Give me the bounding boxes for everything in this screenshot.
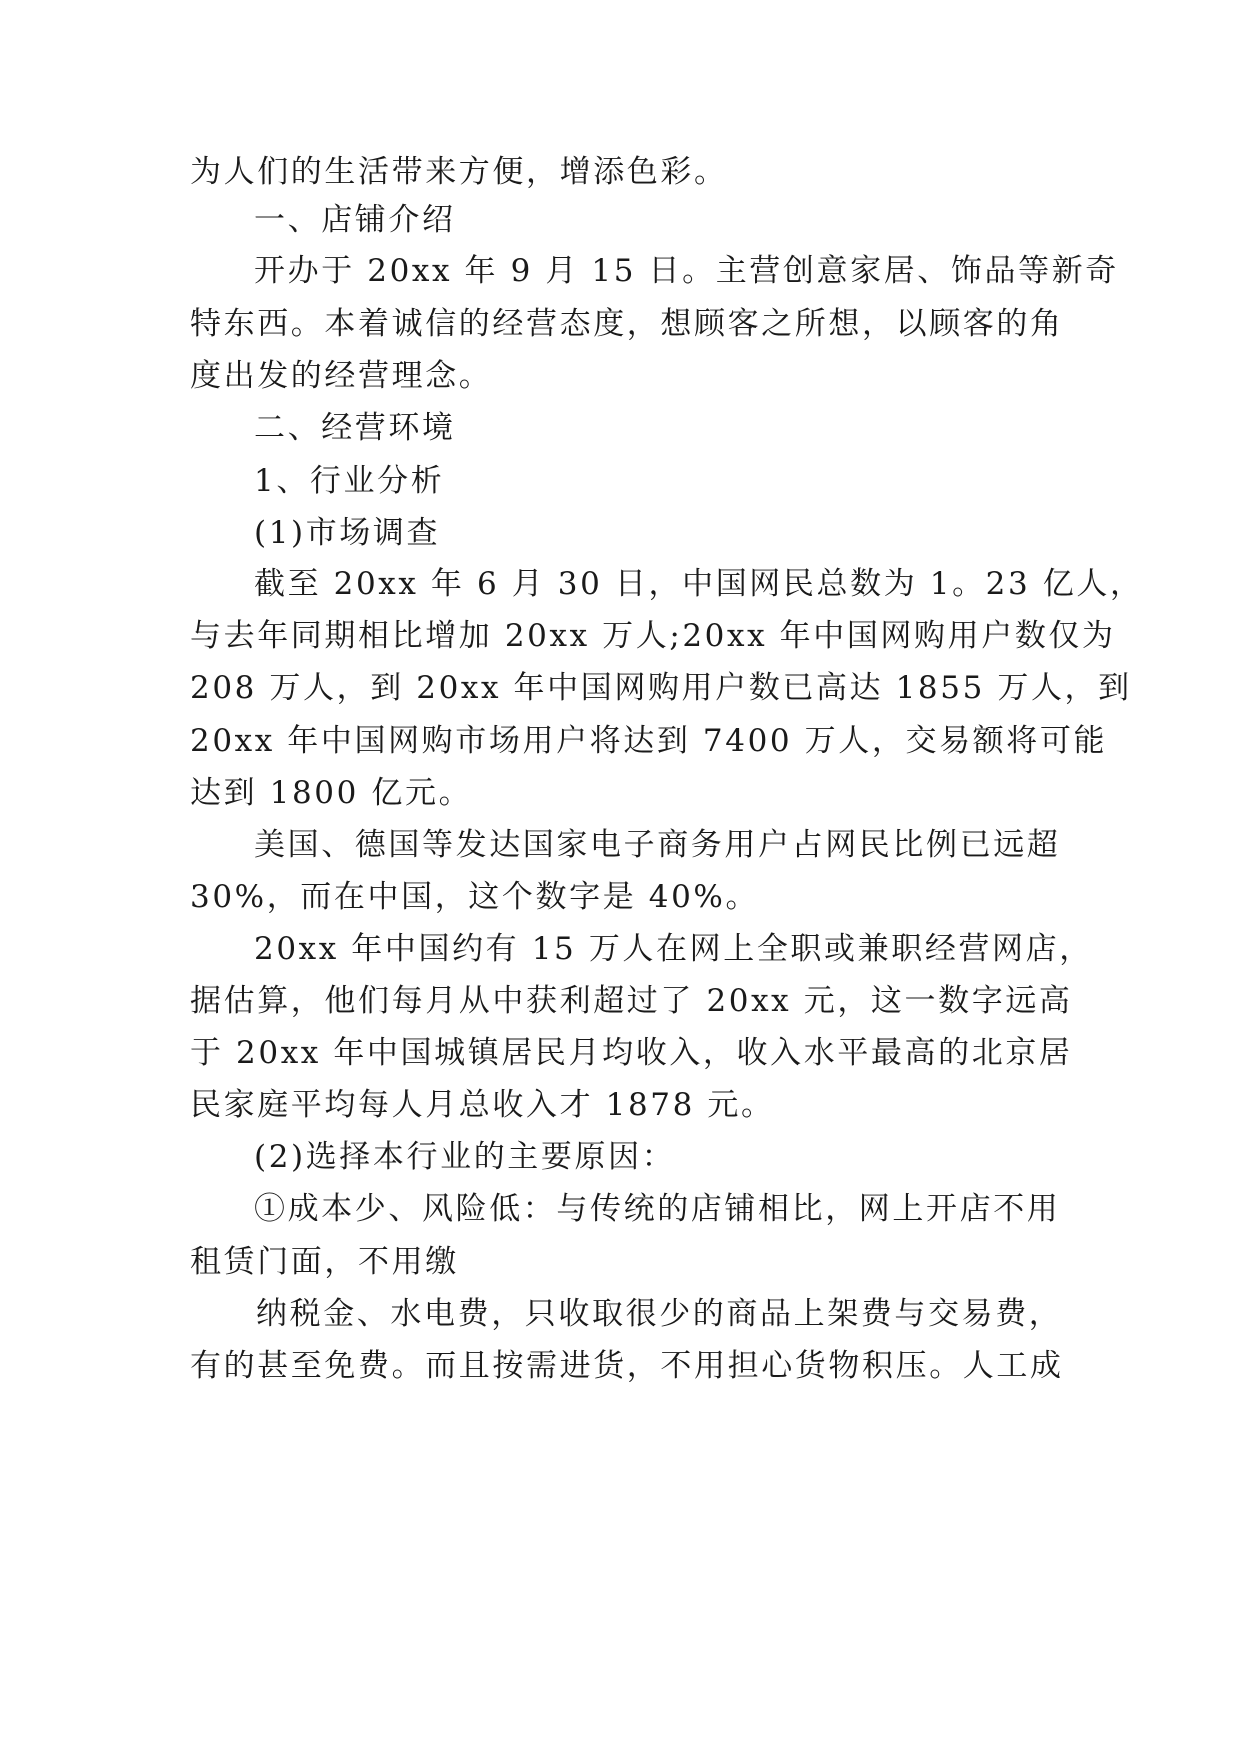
text-line: 租赁门面，不用缴 [190,1244,459,1280]
text-line: 纳税金、水电费，只收取很少的商品上架费与交易费， [256,1296,1063,1332]
text-line: 30%，而在中国，这个数字是 40%。 [190,879,760,915]
section-heading: 二、经营环境 [254,410,456,446]
text-line: 开办于 20xx 年 9 月 15 日。主营创意家居、饰品等新奇 [254,253,1119,289]
text-line: 截至 20xx 年 6 月 30 日，中国网民总数为 1。23 亿人， [254,566,1144,602]
text-line: 208 万人，到 20xx 年中国网购用户数已高达 1855 万人，到 [190,670,1132,706]
text-line: 据估算，他们每月从中获利超过了 20xx 元，这一数字远高 [190,983,1073,1019]
text-line: 民家庭平均每人月总收入才 1878 元。 [190,1087,775,1123]
text-line: 有的甚至免费。而且按需进货，不用担心货物积压。人工成 [190,1348,1064,1384]
text-line: 特东西。本着诚信的经营态度，想顾客之所想，以顾客的角 [190,306,1064,342]
text-line: 为人们的生活带来方便，增添色彩。 [190,154,728,190]
subsection-heading: (1)市场调查 [254,515,441,551]
text-line: 于 20xx 年中国城镇居民月均收入，收入水平最高的北京居 [190,1035,1073,1071]
text-line: ①成本少、风险低：与传统的店铺相比，网上开店不用 [254,1191,1061,1227]
subsection-heading: 1、行业分析 [254,463,445,499]
subsection-heading: (2)选择本行业的主要原因： [254,1139,676,1175]
text-line: 20xx 年中国网购市场用户将达到 7400 万人，交易额将可能 [190,723,1108,759]
text-line: 美国、德国等发达国家电子商务用户占网民比例已远超 [254,827,1061,863]
text-line: 达到 1800 亿元。 [190,775,473,811]
text-line: 与去年同期相比增加 20xx 万人;20xx 年中国网购用户数仅为 [190,618,1116,654]
text-line: 度出发的经营理念。 [190,358,493,394]
text-line: 20xx 年中国约有 15 万人在网上全职或兼职经营网店， [254,931,1093,967]
section-heading: 一、店铺介绍 [254,202,456,238]
